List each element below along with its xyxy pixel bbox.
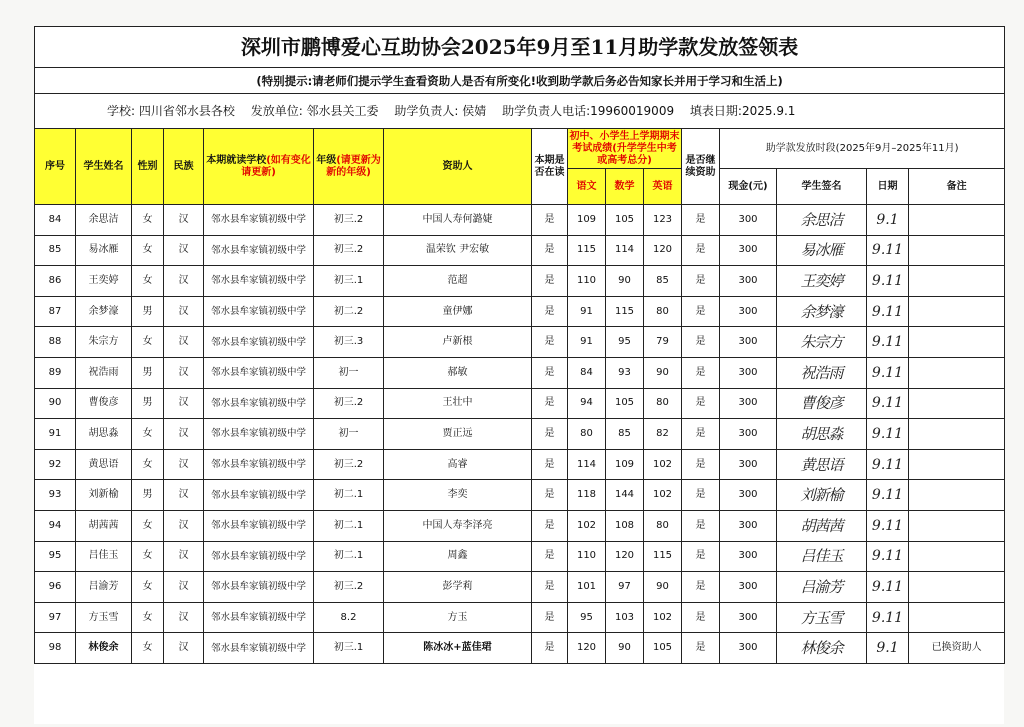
table-row [35,602,1005,633]
cell-signature: 吕渝芳 [777,572,867,603]
cell-sponsor: 周鑫 [384,541,532,572]
cell-school: 邻水县牟家镇初级中学 [204,296,314,327]
cell-remark [909,205,1005,236]
cell-no: 84 [35,205,76,236]
cell-signature: 黄思语 [777,449,867,480]
cell-ethnicity: 汉 [164,388,204,419]
header-period: 助学款发放时段(2025年9月–2025年11月) [720,129,1005,169]
cell-continue: 是 [682,327,720,358]
cell-enrolled: 是 [532,388,568,419]
cell-signature: 刘新榆 [777,480,867,511]
header-gender: 性别 [132,129,164,205]
header-grade-main: 年级 [316,154,337,166]
table-row [35,480,1005,511]
table-row [35,357,1005,388]
cell-english: 79 [644,327,682,358]
cell-no: 96 [35,572,76,603]
cell-chinese: 84 [568,357,606,388]
cell-continue: 是 [682,480,720,511]
header-grade [314,129,384,205]
cell-name: 祝浩雨 [76,357,132,388]
cell-grade: 初三.2 [314,572,384,603]
cell-no: 88 [35,327,76,358]
cell-ethnicity: 汉 [164,235,204,266]
cell-enrolled: 是 [532,266,568,297]
cell-gender: 女 [132,449,164,480]
cell-cash: 300 [720,449,777,480]
cell-grade: 初二.2 [314,296,384,327]
cell-school: 邻水县牟家镇初级中学 [204,205,314,236]
cell-date: 9.11 [867,419,909,450]
cell-grade: 初三.3 [314,327,384,358]
header-remark: 备注 [909,169,1005,205]
header-continue: 是否继续资助 [682,129,720,205]
cell-continue: 是 [682,235,720,266]
cell-signature: 祝浩雨 [777,357,867,388]
cell-grade: 初二.1 [314,510,384,541]
cell-gender: 男 [132,357,164,388]
cell-no: 87 [35,296,76,327]
cell-grade: 初三.2 [314,388,384,419]
cell-school: 邻水县牟家镇初级中学 [204,480,314,511]
cell-name: 林俊余 [76,633,132,664]
cell-enrolled: 是 [532,541,568,572]
cell-continue: 是 [682,205,720,236]
header-sponsor: 资助人 [384,129,532,205]
table-row [35,633,1005,664]
table-row [35,388,1005,419]
cell-date: 9.11 [867,602,909,633]
cell-grade: 初三.2 [314,235,384,266]
cell-school: 邻水县牟家镇初级中学 [204,510,314,541]
cell-enrolled: 是 [532,419,568,450]
cell-english: 80 [644,510,682,541]
cell-signature: 曹俊彦 [777,388,867,419]
cell-name: 吕渝芳 [76,572,132,603]
table-row [35,235,1005,266]
cell-school: 邻水县牟家镇初级中学 [204,602,314,633]
cell-gender: 男 [132,480,164,511]
cell-date: 9.11 [867,296,909,327]
cell-name: 余梦濠 [76,296,132,327]
cell-gender: 女 [132,327,164,358]
table-row [35,296,1005,327]
cell-continue: 是 [682,602,720,633]
cell-name: 刘新榆 [76,480,132,511]
cell-sponsor: 贾正远 [384,419,532,450]
cell-ethnicity: 汉 [164,633,204,664]
cell-signature: 胡思淼 [777,419,867,450]
info-row [35,94,1005,129]
cell-signature: 朱宗方 [777,327,867,358]
cell-chinese: 102 [568,510,606,541]
cell-continue: 是 [682,357,720,388]
cell-school: 邻水县牟家镇初级中学 [204,235,314,266]
cell-date: 9.11 [867,480,909,511]
cell-ethnicity: 汉 [164,541,204,572]
cell-no: 95 [35,541,76,572]
special-notice: (特别提示:请老师们提示学生查看资助人是否有所变化!收到助学款后务必告知家长并用于学习和生活上) [35,68,1005,94]
cell-no: 98 [35,633,76,664]
cell-sponsor: 陈冰冰+蓝佳珺 [384,633,532,664]
cell-gender: 男 [132,296,164,327]
cell-date: 9.11 [867,510,909,541]
cell-no: 94 [35,510,76,541]
cell-cash: 300 [720,296,777,327]
cell-enrolled: 是 [532,510,568,541]
cell-remark [909,388,1005,419]
cell-continue: 是 [682,510,720,541]
cell-cash: 300 [720,633,777,664]
info-responsible: 助学负责人: 侯婧 [394,104,487,118]
cell-gender: 男 [132,388,164,419]
cell-cash: 300 [720,602,777,633]
cell-math: 114 [606,235,644,266]
cell-english: 115 [644,541,682,572]
cell-sponsor: 彭学莉 [384,572,532,603]
cell-remark [909,541,1005,572]
cell-school: 邻水县牟家镇初级中学 [204,388,314,419]
cell-ethnicity: 汉 [164,572,204,603]
cell-chinese: 118 [568,480,606,511]
cell-math: 103 [606,602,644,633]
cell-remark [909,449,1005,480]
cell-math: 108 [606,510,644,541]
cell-math: 105 [606,388,644,419]
cell-remark [909,327,1005,358]
cell-english: 102 [644,602,682,633]
cell-enrolled: 是 [532,633,568,664]
cell-gender: 女 [132,602,164,633]
cell-chinese: 109 [568,205,606,236]
sign-off-sheet [34,26,1004,724]
cell-no: 92 [35,449,76,480]
cell-grade: 初一 [314,357,384,388]
cell-signature: 余梦濠 [777,296,867,327]
cell-name: 曹俊彦 [76,388,132,419]
cell-gender: 女 [132,235,164,266]
cell-date: 9.11 [867,541,909,572]
cell-chinese: 95 [568,602,606,633]
cell-no: 97 [35,602,76,633]
info-issuer: 发放单位: 邻水县关工委 [250,104,379,118]
header-scores-note: 初中、小学生上学期期末考试成绩(升学学生中考或高考总分) [568,129,682,169]
cell-name: 易冰雁 [76,235,132,266]
header-ethnicity: 民族 [164,129,204,205]
cell-ethnicity: 汉 [164,419,204,450]
cell-remark [909,357,1005,388]
cell-sponsor: 卢新根 [384,327,532,358]
header-school-note: (如有变化请更新) [241,154,311,178]
table-row [35,327,1005,358]
cell-chinese: 115 [568,235,606,266]
cell-school: 邻水县牟家镇初级中学 [204,449,314,480]
table-row [35,541,1005,572]
cell-date: 9.1 [867,205,909,236]
cell-sponsor: 方玉 [384,602,532,633]
header-school [204,129,314,205]
table-row [35,510,1005,541]
cell-remark [909,510,1005,541]
cell-signature: 余思洁 [777,205,867,236]
cell-continue: 是 [682,633,720,664]
cell-chinese: 110 [568,266,606,297]
cell-cash: 300 [720,541,777,572]
cell-remark [909,266,1005,297]
cell-remark [909,602,1005,633]
cell-name: 王奕婷 [76,266,132,297]
cell-ethnicity: 汉 [164,480,204,511]
cell-no: 91 [35,419,76,450]
cell-sponsor: 高睿 [384,449,532,480]
cell-ethnicity: 汉 [164,266,204,297]
table-row [35,266,1005,297]
cell-cash: 300 [720,357,777,388]
table-row [35,572,1005,603]
cell-sponsor: 温荣钦 尹宏敏 [384,235,532,266]
cell-signature: 王奕婷 [777,266,867,297]
cell-math: 90 [606,266,644,297]
cell-date: 9.11 [867,266,909,297]
header-chinese: 语文 [568,169,606,205]
cell-signature: 方玉雪 [777,602,867,633]
cell-name: 朱宗方 [76,327,132,358]
cell-date: 9.11 [867,235,909,266]
cell-chinese: 91 [568,327,606,358]
cell-gender: 女 [132,510,164,541]
cell-cash: 300 [720,205,777,236]
cell-ethnicity: 汉 [164,449,204,480]
cell-enrolled: 是 [532,357,568,388]
cell-sponsor: 中国人寿何潞婕 [384,205,532,236]
cell-date: 9.11 [867,449,909,480]
cell-cash: 300 [720,388,777,419]
cell-remark [909,296,1005,327]
cell-no: 86 [35,266,76,297]
cell-date: 9.11 [867,572,909,603]
cell-school: 邻水县牟家镇初级中学 [204,633,314,664]
cell-remark [909,480,1005,511]
cell-date: 9.11 [867,357,909,388]
cell-chinese: 120 [568,633,606,664]
cell-chinese: 114 [568,449,606,480]
cell-grade: 初二.1 [314,480,384,511]
cell-remark: 已换资助人 [909,633,1005,664]
cell-grade: 初二.1 [314,541,384,572]
cell-sponsor: 李奕 [384,480,532,511]
header-name: 学生姓名 [76,129,132,205]
cell-name: 吕佳玉 [76,541,132,572]
table-row [35,449,1005,480]
cell-date: 9.11 [867,327,909,358]
cell-english: 80 [644,388,682,419]
cell-ethnicity: 汉 [164,357,204,388]
cell-date: 9.11 [867,388,909,419]
cell-enrolled: 是 [532,572,568,603]
cell-chinese: 94 [568,388,606,419]
cell-school: 邻水县牟家镇初级中学 [204,357,314,388]
cell-no: 90 [35,388,76,419]
cell-math: 109 [606,449,644,480]
header-grade-note: (请更新为新的年级) [326,154,381,178]
cell-continue: 是 [682,572,720,603]
cell-continue: 是 [682,388,720,419]
cell-continue: 是 [682,266,720,297]
cell-english: 85 [644,266,682,297]
cell-no: 93 [35,480,76,511]
header-date: 日期 [867,169,909,205]
cell-enrolled: 是 [532,235,568,266]
cell-continue: 是 [682,419,720,450]
cell-enrolled: 是 [532,205,568,236]
table-row [35,419,1005,450]
cell-sponsor: 王壮中 [384,388,532,419]
cell-math: 85 [606,419,644,450]
cell-name: 余思洁 [76,205,132,236]
cell-school: 邻水县牟家镇初级中学 [204,266,314,297]
cell-enrolled: 是 [532,449,568,480]
cell-name: 胡茜茜 [76,510,132,541]
header-no: 序号 [35,129,76,205]
cell-enrolled: 是 [532,480,568,511]
cell-english: 82 [644,419,682,450]
cell-remark [909,235,1005,266]
cell-cash: 300 [720,235,777,266]
cell-continue: 是 [682,541,720,572]
cell-signature: 胡茜茜 [777,510,867,541]
header-math: 数学 [606,169,644,205]
cell-english: 102 [644,480,682,511]
info-date: 填表日期:2025.9.1 [689,104,796,118]
cell-math: 97 [606,572,644,603]
cell-sponsor: 中国人寿李泽亮 [384,510,532,541]
cell-gender: 女 [132,572,164,603]
cell-sponsor: 范超 [384,266,532,297]
cell-name: 方玉雪 [76,602,132,633]
cell-remark [909,419,1005,450]
cell-cash: 300 [720,266,777,297]
cell-signature: 吕佳玉 [777,541,867,572]
cell-math: 90 [606,633,644,664]
cell-gender: 女 [132,266,164,297]
cell-chinese: 91 [568,296,606,327]
cell-grade: 初三.1 [314,266,384,297]
cell-sponsor: 郝敏 [384,357,532,388]
cell-gender: 女 [132,205,164,236]
cell-signature: 易冰雁 [777,235,867,266]
cell-gender: 女 [132,419,164,450]
cell-school: 邻水县牟家镇初级中学 [204,327,314,358]
cell-cash: 300 [720,510,777,541]
cell-sponsor: 童伊娜 [384,296,532,327]
cell-school: 邻水县牟家镇初级中学 [204,541,314,572]
cell-grade: 初一 [314,419,384,450]
cell-cash: 300 [720,419,777,450]
header-cash: 现金(元) [720,169,777,205]
cell-name: 黄思语 [76,449,132,480]
cell-chinese: 80 [568,419,606,450]
cell-grade: 初三.2 [314,449,384,480]
cell-english: 120 [644,235,682,266]
page-title: 深圳市鹏博爱心互助协会2025年9月至11月助学款发放签领表 [35,27,1005,68]
cell-math: 120 [606,541,644,572]
cell-school: 邻水县牟家镇初级中学 [204,572,314,603]
cell-continue: 是 [682,296,720,327]
header-english: 英语 [644,169,682,205]
cell-enrolled: 是 [532,296,568,327]
cell-date: 9.1 [867,633,909,664]
cell-ethnicity: 汉 [164,602,204,633]
cell-math: 105 [606,205,644,236]
cell-chinese: 110 [568,541,606,572]
cell-cash: 300 [720,572,777,603]
cell-math: 115 [606,296,644,327]
header-enrolled: 本期是否在读 [532,129,568,205]
cell-ethnicity: 汉 [164,510,204,541]
cell-math: 144 [606,480,644,511]
cell-enrolled: 是 [532,327,568,358]
cell-chinese: 101 [568,572,606,603]
sign-off-table [34,26,1005,664]
cell-english: 123 [644,205,682,236]
cell-math: 95 [606,327,644,358]
table-row [35,205,1005,236]
header-school-main: 本期就读学校 [206,154,267,166]
cell-ethnicity: 汉 [164,327,204,358]
cell-signature: 林俊余 [777,633,867,664]
cell-ethnicity: 汉 [164,296,204,327]
cell-continue: 是 [682,449,720,480]
info-phone: 助学负责人电话:19960019009 [502,104,675,118]
cell-cash: 300 [720,480,777,511]
cell-gender: 女 [132,633,164,664]
cell-english: 105 [644,633,682,664]
cell-no: 89 [35,357,76,388]
cell-grade: 初三.1 [314,633,384,664]
cell-grade: 初三.2 [314,205,384,236]
cell-english: 80 [644,296,682,327]
header-signature: 学生签名 [777,169,867,205]
info-school: 学校: 四川省邻水县各校 [107,104,235,118]
cell-school: 邻水县牟家镇初级中学 [204,419,314,450]
cell-english: 90 [644,357,682,388]
cell-english: 102 [644,449,682,480]
cell-grade: 8.2 [314,602,384,633]
cell-enrolled: 是 [532,602,568,633]
cell-no: 85 [35,235,76,266]
cell-name: 胡思淼 [76,419,132,450]
cell-remark [909,572,1005,603]
cell-gender: 女 [132,541,164,572]
cell-cash: 300 [720,327,777,358]
cell-math: 93 [606,357,644,388]
cell-english: 90 [644,572,682,603]
cell-ethnicity: 汉 [164,205,204,236]
